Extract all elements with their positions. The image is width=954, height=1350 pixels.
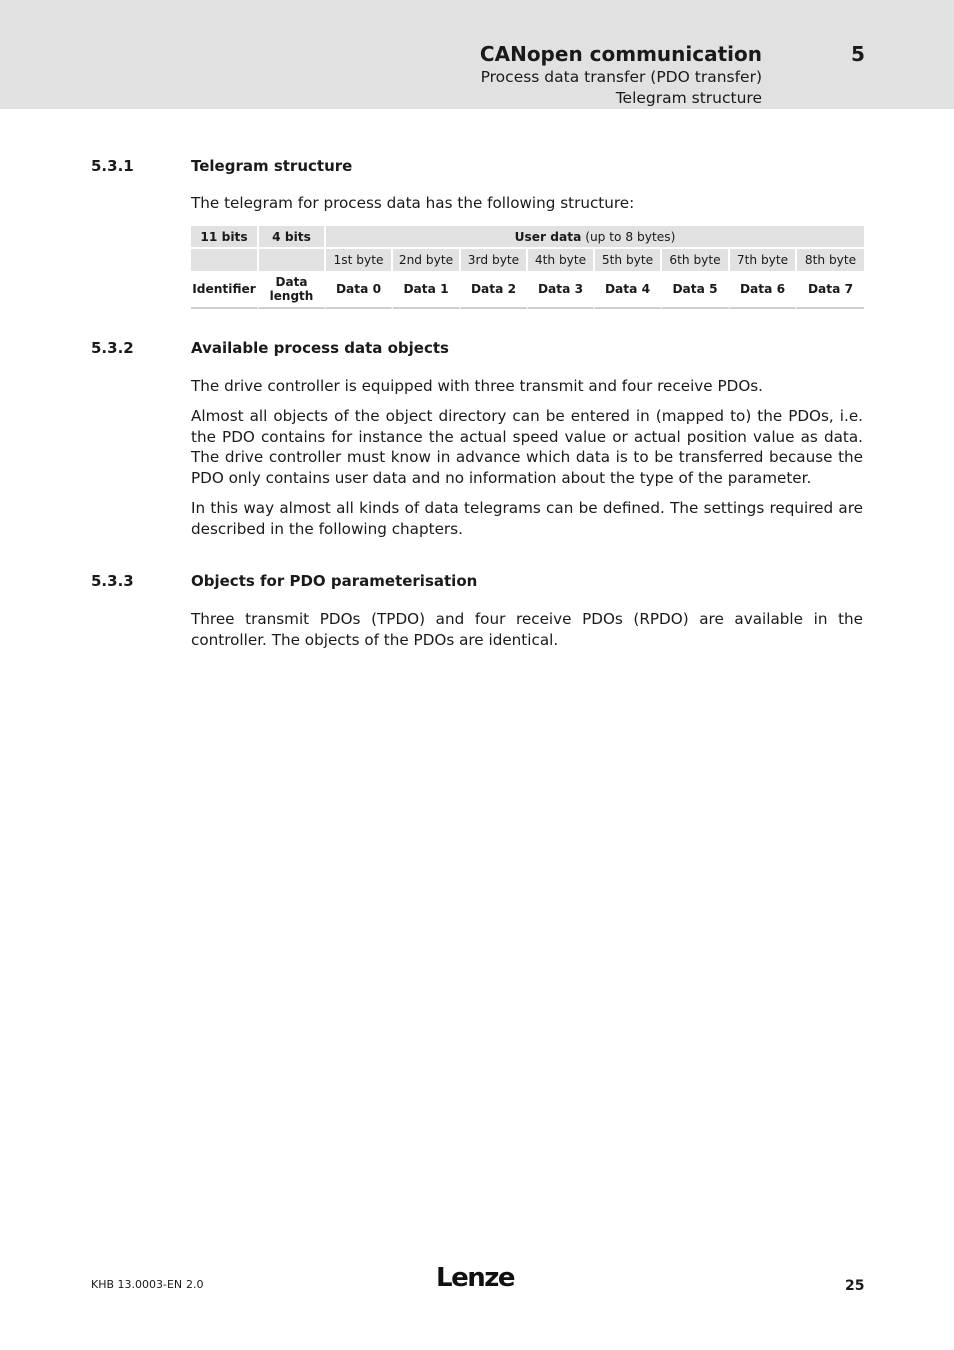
user-data-header-cell: [326, 226, 864, 249]
section-title: Objects for PDO parameterisation: [191, 572, 478, 590]
section-number: 5.3.3: [91, 572, 134, 590]
chapter-title: CANopen communication: [479, 42, 762, 66]
document-code: KHB 13.0003-EN: [91, 1278, 183, 1291]
section-number: 5.3.2: [91, 339, 134, 357]
byte-cell: 8th byte: [797, 249, 864, 271]
data-cell: Data 1: [393, 271, 461, 309]
byte-cell: 1st byte: [326, 249, 393, 271]
paragraph: The drive controller is equipped with three transmit and four receive PDOs.: [191, 377, 764, 395]
user-data-note: (up to 8 bytes): [585, 229, 676, 244]
chapter-number: 5: [851, 42, 865, 66]
data-cell: Data 5: [662, 271, 730, 309]
byte-cell: 4th byte: [528, 249, 595, 271]
data-cell: Data 7: [797, 271, 864, 309]
data-length-line1: Data: [275, 275, 308, 289]
section-number: 5.3.1: [91, 157, 134, 175]
data-cell: Data 2: [461, 271, 528, 309]
user-data-label: User data: [514, 229, 582, 244]
data-length-line2: length: [269, 289, 314, 303]
identifier-cell: Identifier: [191, 271, 259, 309]
byte-cell: 3rd byte: [461, 249, 528, 271]
table-data-row: [191, 271, 864, 309]
table-bytes-row: [191, 249, 864, 271]
empty-cell: [259, 249, 326, 271]
byte-cell: 7th byte: [730, 249, 797, 271]
data-cell: Data 4: [595, 271, 662, 309]
telegram-structure-table: [191, 226, 864, 309]
header-cell: 4 bits: [259, 226, 326, 249]
paragraph: In this way almost all kinds of data telegrams can be defined. The settings required are described in the following chapters.: [191, 499, 863, 538]
header-cell: 11 bits: [191, 226, 259, 249]
table-header-row: [191, 226, 864, 249]
data-cell: Data 0: [326, 271, 393, 309]
paragraph: Almost all objects of the object directory can be entered in (mapped to) the PDOs, i.e. the PDO contains for instance the actual speed value or actual position value as data. The drive controller must know in advance which data is to be transferred because the PDO only contains user data and no information about the type of the parameter.: [191, 407, 863, 487]
paragraph: The telegram for process data has the following structure:: [191, 194, 635, 212]
section-title: Available process data objects: [191, 339, 449, 357]
section-title: Telegram structure: [191, 157, 353, 175]
lenze-logo: Lenze: [436, 1263, 514, 1293]
data-cell: Data 3: [528, 271, 595, 309]
page-number: 25: [845, 1278, 865, 1294]
empty-cell: [191, 249, 259, 271]
header-subtitle-2: Telegram structure: [615, 89, 762, 107]
document-version: 2.0: [186, 1278, 204, 1291]
byte-cell: 2nd byte: [393, 249, 461, 271]
byte-cell: 6th byte: [662, 249, 730, 271]
paragraph: Three transmit PDOs (TPDO) and four receive PDOs (RPDO) are available in the controller. The objects of the PDOs are identical.: [191, 610, 863, 649]
data-length-cell: [259, 271, 326, 309]
byte-cell: 5th byte: [595, 249, 662, 271]
data-cell: Data 6: [730, 271, 797, 309]
header-subtitle: Process data transfer (PDO transfer): [480, 68, 762, 86]
page-header: [0, 0, 954, 109]
